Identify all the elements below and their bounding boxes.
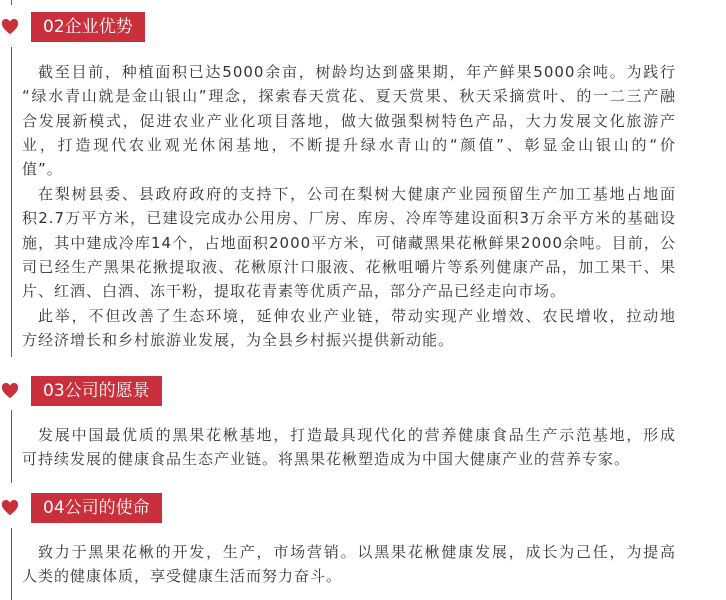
paragraph-line: 此举，不但改善了生态环境，延伸农业产业链，带动实现产业增效、农民增收，拉动地 bbox=[38, 307, 676, 325]
paragraph-line: 积2.7万平方米，已建设完成办公用房、厂房、库房、冷库等建设面积3万余平方米的基础设 bbox=[22, 209, 676, 227]
paragraph-line: 合发展新模式，促进农业产业化项目落地，做大做强梨树特色产品，大力发展文化旅游产 bbox=[22, 112, 676, 130]
paragraph-line: 司已经生产黑果花揪提取液、花楸原汁口服液、花楸咀嚼片等系列健康产品，加工果干、果 bbox=[22, 258, 676, 276]
heart-icon bbox=[1, 499, 19, 517]
timeline-line bbox=[11, 410, 12, 483]
timeline-line bbox=[11, 0, 12, 5]
section-title: 02企业优势 bbox=[31, 12, 145, 42]
paragraph-line: 截至目前，种植面积已达5000余亩，树龄均达到盛果期，年产鲜果5000余吨。为践行 bbox=[38, 63, 676, 81]
heart-icon bbox=[1, 382, 19, 400]
section-title: 03公司的愿景 bbox=[31, 376, 162, 406]
section-title: 04公司的使命 bbox=[31, 493, 162, 523]
paragraph-line: 人类的健康体质，享受健康生活而努力奋斗。 bbox=[22, 567, 343, 585]
paragraph-line: 方经济增长和乡村旅游业发展，为全县乡村振兴提供新动能。 bbox=[22, 331, 455, 349]
paragraph-line: 在梨树县委、县政府政府的支持下，公司在梨树大健康产业园预留生产加工基地占地面 bbox=[38, 185, 676, 203]
paragraph-line: “绿水青山就是金山银山”理念，探索春天赏花、夏天赏果、秋天采摘赏叶、的一二三产融 bbox=[22, 87, 676, 105]
paragraph-line: 值”。 bbox=[22, 160, 63, 178]
paragraph-line: 业，打造现代农业观光休闲基地，不断提升绿水青山的“颜值”、彰显金山银山的“价 bbox=[22, 136, 676, 154]
paragraph-line: 可持续发展的健康食品生态产业链。将黑果花楸塑造成为中国大健康产业的营养专家。 bbox=[22, 450, 631, 468]
heart-icon bbox=[1, 18, 19, 36]
paragraph-line: 致力于黑果花楸的开发，生产，市场营销。以黑果花楸健康发展，成长为己任，为提高 bbox=[38, 543, 676, 561]
paragraph-line: 施，其中建成冷库14个，占地面积2000平方米，可储藏黑果花楸鲜果2000余吨。目前，公 bbox=[22, 234, 676, 252]
paragraph-line: 片、红酒、白酒、冻干粉，提取花青素等优质产品，部分产品已经走向市场。 bbox=[22, 282, 567, 300]
paragraph-line: 发展中国最优质的黑果花楸基地，打造最具现代化的营养健康食品生产示范基地，形成 bbox=[38, 426, 676, 444]
timeline-line bbox=[11, 47, 12, 357]
timeline-line bbox=[11, 528, 12, 600]
